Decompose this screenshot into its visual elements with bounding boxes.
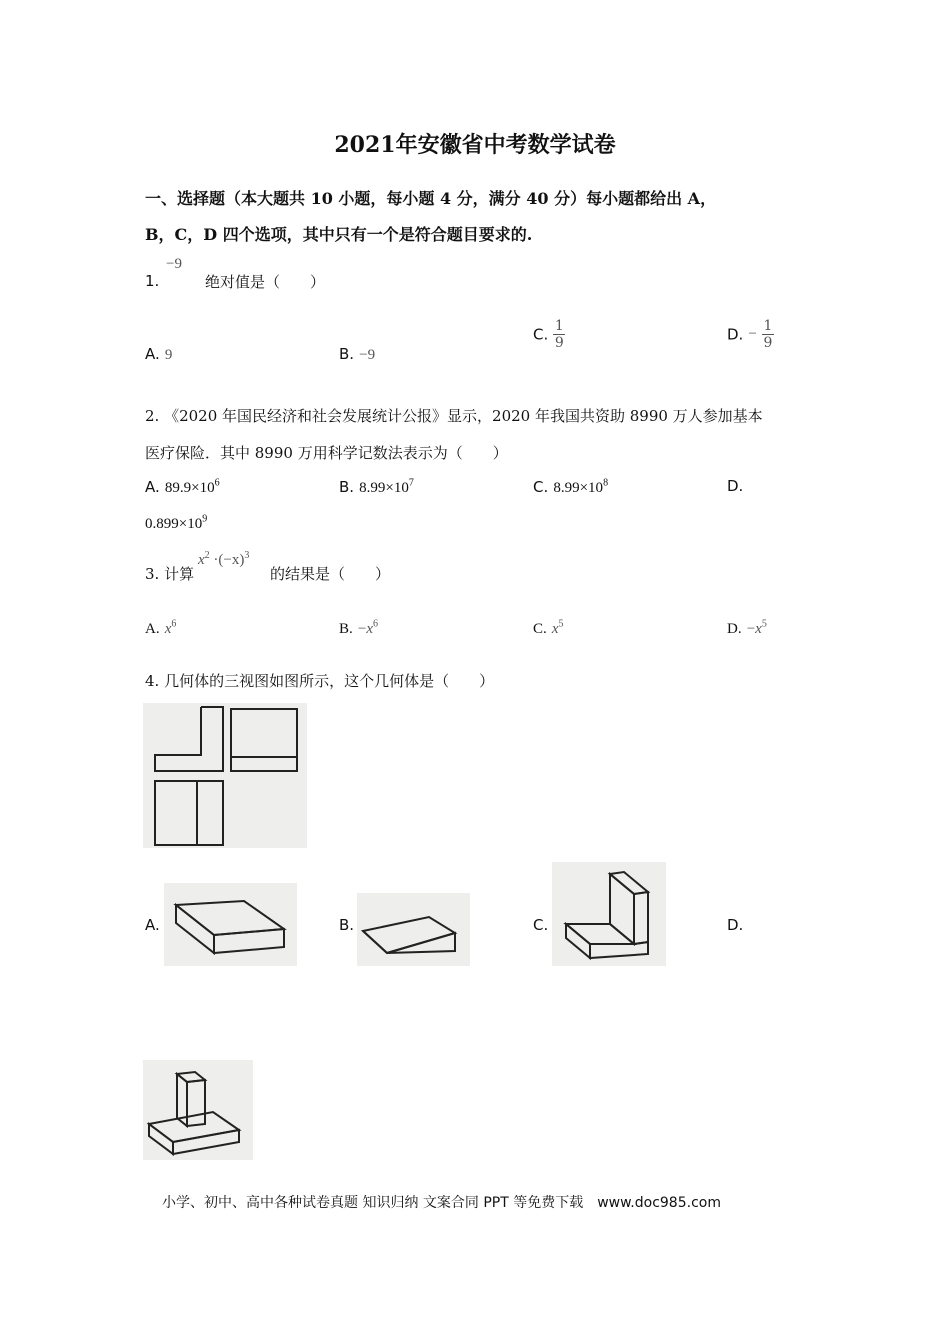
q2-option-d-label: D. — [727, 477, 744, 495]
q1-number: 1. — [145, 272, 160, 290]
q4-option-d-label: D. — [727, 916, 744, 934]
solid-option-c-icon — [552, 862, 666, 966]
q4-text: 4. 几何体的三视图如图所示，这个几何体是（ ） — [145, 672, 495, 690]
q3-expression: $x^2 \cdot(-x)^3$ — [198, 550, 250, 568]
q1-text: 绝对值是（ ） — [205, 273, 326, 291]
solid-option-a-icon — [164, 883, 297, 966]
q4-option-c-label: C. — [533, 916, 549, 934]
q3-option-a: A. $x^6$ — [145, 618, 177, 637]
solid-option-b-icon — [357, 893, 470, 966]
q2-line2: 医疗保险．其中 8990 万用科学记数法表示为（ ） — [145, 444, 508, 462]
page-title: 2021年安徽省中考数学试卷 — [334, 132, 616, 158]
q3-option-d: D. $-x^5$ — [727, 618, 767, 637]
q2-option-a: A. $89.9\times 10^6$ — [145, 477, 220, 496]
q2-option-d-value: $0.899\times 10^9$ — [145, 513, 208, 532]
q1-option-c: C. $\frac{1}{9}$ — [533, 318, 564, 351]
q3-text: 的结果是（ ） — [270, 565, 391, 583]
section-heading-line2: B，C，D 四个选项，其中只有一个是符合题目要求的. — [145, 225, 533, 244]
section-heading-line1: 一、选择题（本大题共 10 小题，每小题 4 分，满分 40 分）每小题都给出 A， — [145, 189, 717, 208]
q1-expression: −9 — [166, 256, 182, 272]
three-view-figure — [143, 703, 307, 848]
q2-option-b: B. $8.99\times 10^7$ — [339, 477, 414, 496]
q1-option-b: B. −9 — [339, 345, 376, 363]
q1-option-d: D. − $\frac{1}{9}$ — [727, 318, 773, 351]
fraction-one-ninth: $\frac{1}{9}$ — [554, 318, 564, 351]
q4-option-a-label: A. — [145, 916, 160, 934]
q3-option-c: C. $x^5$ — [533, 618, 564, 637]
q3-option-b: B. $-x^6$ — [339, 618, 378, 637]
q2-line1: 2. 《2020 年国民经济和社会发展统计公报》显示，2020 年我国共资助 8990 万人参加基本 — [145, 407, 763, 425]
footer-text: 小学、初中、高中各种试卷真题 知识归纳 文案合同 PPT 等免费下载 www.doc985.com — [162, 1195, 721, 1211]
fraction-one-ninth-negative: $\frac{1}{9}$ — [763, 318, 773, 351]
q4-option-b-label: B. — [339, 916, 355, 934]
solid-option-d-icon — [143, 1060, 253, 1160]
q3-number: 3. 计算 — [145, 565, 195, 583]
q2-option-c: C. $8.99\times 10^8$ — [533, 477, 609, 496]
q1-option-a: A. 9 — [145, 345, 173, 363]
